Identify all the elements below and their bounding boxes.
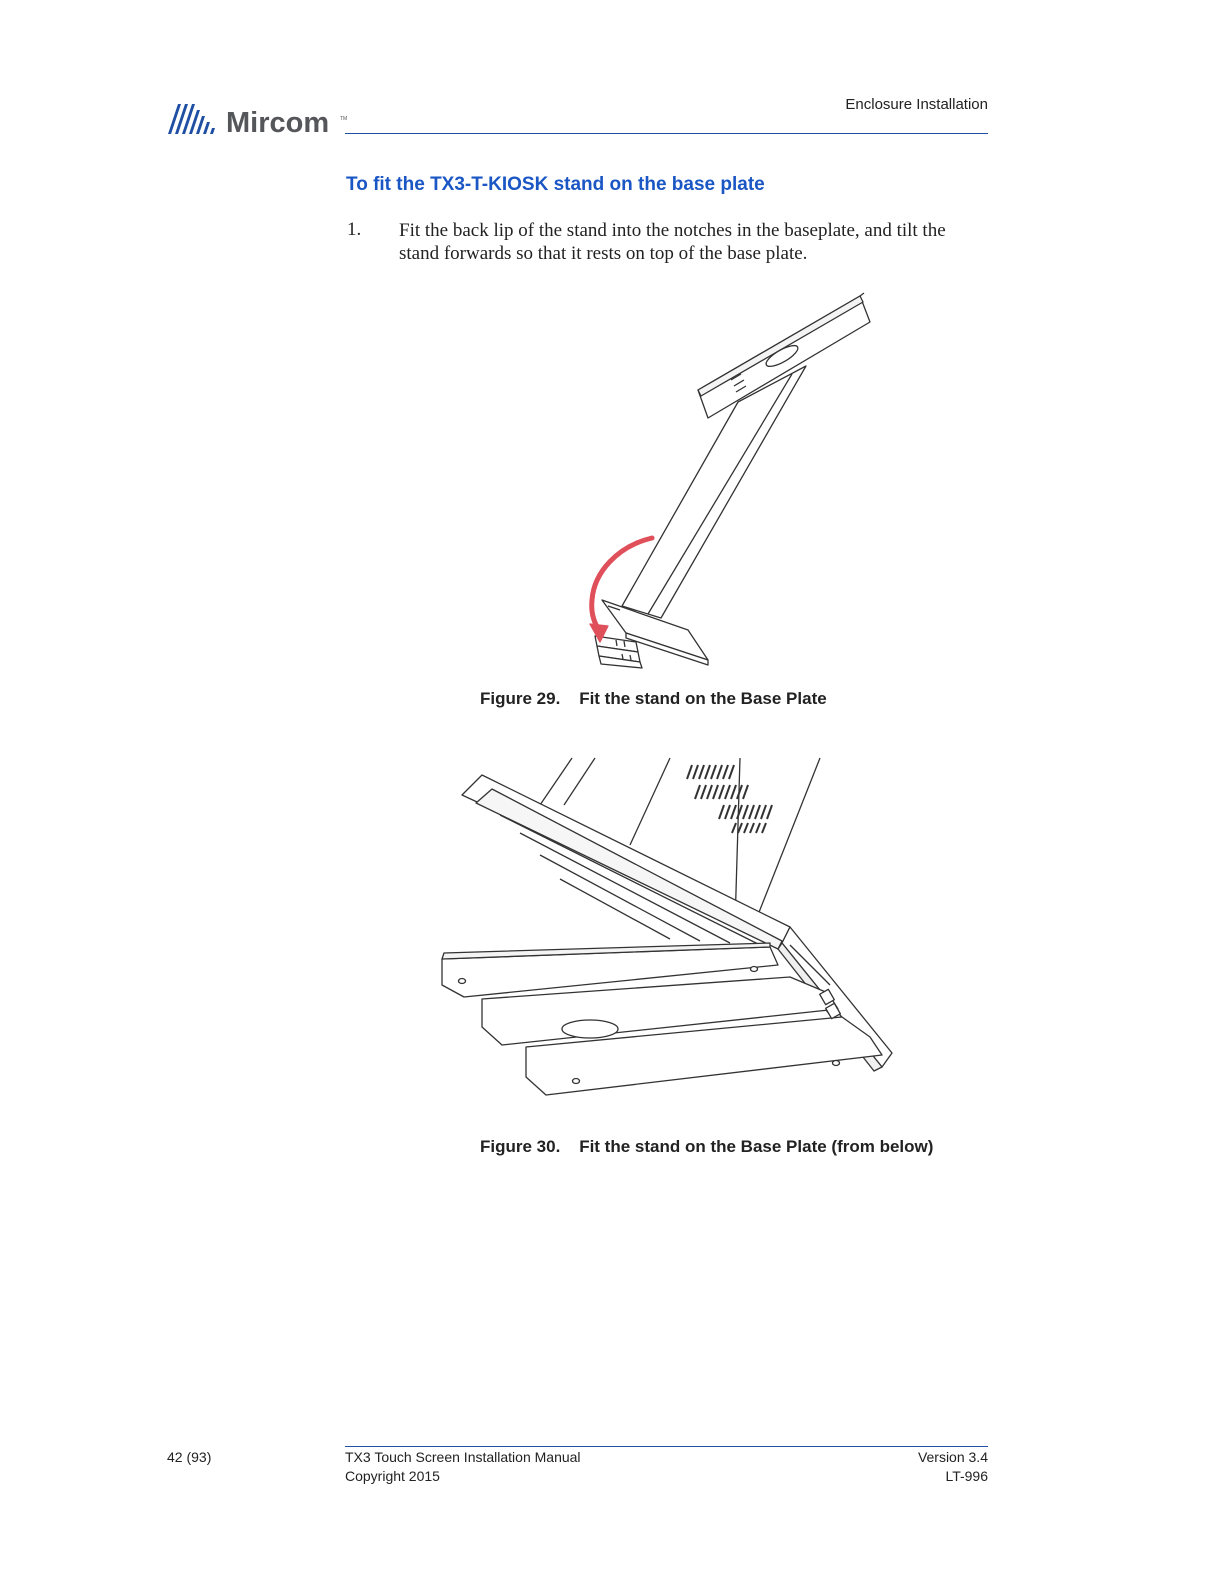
figure-29-caption: Figure 29. Fit the stand on the Base Plate [480,689,827,708]
figure-29-illustration [560,288,890,673]
version: Version 3.4 [917,1449,988,1465]
figure-30-illustration [430,755,910,1100]
document-code: LT-996 [945,1468,988,1484]
header-divider [345,133,988,134]
mircom-logo [166,100,348,139]
page-number: 42 (93) [167,1449,212,1465]
section-title: Enclosure Installation [845,96,988,113]
copyright: Copyright 2015 [345,1468,440,1484]
step-text: Fit the back lip of the stand into the notches in the baseplate, and tilt the stand forwards so that it rests on top of the base plate. [399,220,946,264]
step-number: 1. [347,219,362,240]
manual-title: TX3 Touch Screen Installation Manual [345,1449,581,1465]
svg-text:TM: TM [340,116,348,122]
mircom-stripes-icon [168,104,215,134]
footer-divider [345,1446,988,1447]
procedure-heading: To fit the TX3-T-KIOSK stand on the base plate [346,174,765,195]
figure-30-caption: Figure 30. Fit the stand on the Base Plate (from below) [480,1137,934,1156]
brand-wordmark: Mircom [226,107,330,139]
